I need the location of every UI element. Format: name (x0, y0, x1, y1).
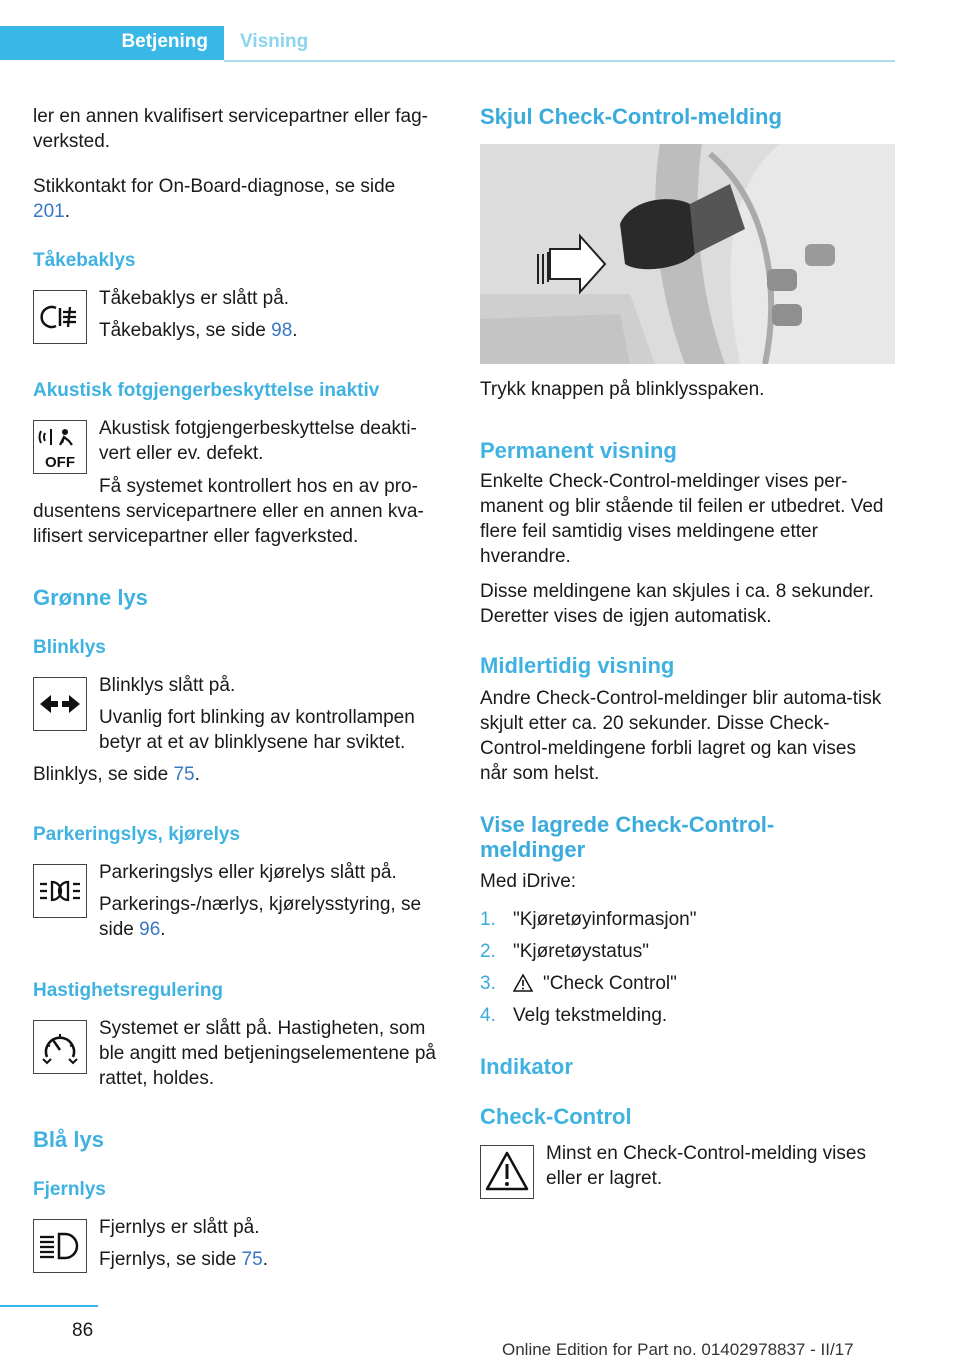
step-text[interactable]: "Kjøretøystatus" (513, 941, 649, 962)
blink-ref-text: Blinklys, se side (33, 764, 174, 785)
pedestrian-warning-off-icon (33, 420, 87, 474)
blink-line1: Blinklys slått på. (99, 675, 236, 696)
step-number: 4. (480, 1005, 496, 1026)
blinker-lever-illustration (480, 144, 895, 364)
header-tab-label: Betjening (121, 31, 208, 52)
blink-line2: Uvanlig fort blinking av kontrollampen betyr at et av blinklysene har sviktet. (99, 707, 415, 753)
cruise-control-icon (33, 1020, 87, 1074)
hide-cc-heading: Skjul Check-Control-melding (480, 104, 782, 129)
page-link-96[interactable]: 96 (139, 919, 161, 940)
fog-heading: Tåkebaklys (33, 250, 136, 271)
parking-light-icon (33, 864, 87, 918)
step-item (480, 939, 649, 964)
punct: . (64, 201, 70, 222)
cruise-heading: Hastighetsregulering (33, 980, 224, 1001)
fog-line1: Tåkebaklys er slått på. (99, 288, 290, 309)
park-line2 (99, 892, 444, 942)
page-link-75b[interactable]: 75 (241, 1249, 263, 1270)
step-item (480, 1003, 668, 1028)
step-item (480, 907, 697, 932)
saved-intro: Med iDrive: (480, 871, 577, 892)
punct: . (262, 1249, 268, 1270)
pedestrian-heading: Akustisk fotgjengerbeskyttelse inaktiv (33, 380, 380, 401)
park-line1: Parkeringslys eller kjørelys slått på. (99, 862, 397, 883)
permanent-heading: Permanent visning (480, 438, 677, 463)
punct: . (160, 919, 166, 940)
header-tab-visning[interactable]: Visning (240, 31, 309, 52)
ped-line2: Få systemet kontrollert hos en av pro‐dusentens servicepartnere eller en annen kva‐lifisert servicepartner eller fagverksted. (33, 476, 424, 547)
warning-triangle-icon (513, 974, 533, 992)
high-line1: Fjernlys er slått på. (99, 1217, 260, 1238)
footer-divider (0, 1305, 98, 1307)
blink-line3 (33, 762, 200, 787)
hide-text: Trykk knappen på blinklysspaken. (480, 379, 765, 400)
punct: . (194, 764, 200, 785)
edition-text: Online Edition for Part no. 01402978837 - II/17 (502, 1340, 854, 1359)
turn-signal-icon (33, 677, 87, 731)
obd-paragraph (33, 174, 413, 224)
step-text[interactable]: "Kjøretøyinformasjon" (513, 909, 697, 930)
page-link-98[interactable]: 98 (271, 320, 293, 341)
perm-paragraph2: Disse meldingene kan skjules i ca. 8 sekunder. Deretter vises de igjen automatisk. (480, 581, 874, 627)
fog-ref-text: Tåkebaklys, se side (99, 320, 272, 341)
green-lights-heading: Grønne lys (33, 585, 148, 610)
ped-line1: Akustisk fotgjengerbeskyttelse deakti‐vert eller ev. defekt. (99, 418, 417, 464)
page-link-201[interactable]: 201 (33, 201, 65, 222)
step-number: 2. (480, 941, 496, 962)
obd-text: Stikkontakt for On-Board-diagnose, se side (33, 176, 396, 197)
park-ref-text: Parkerings-/nærlys, kjørelysstyring, se side (99, 894, 422, 940)
fog-line2 (99, 318, 298, 343)
perm-paragraph1: Enkelte Check-Control-meldinger vises per‐manent og blir stående til feilen er utbedret. Ved flere feil samtidig vises meldingene etter hverandre. (480, 471, 884, 567)
intro-paragraph: ler en annen kvalifisert servicepartner eller fag‐verksted. (33, 106, 428, 152)
speed-line1: Systemet er slått på. Hastigheten, som ble angitt med betjeningselementene på rattet, holdes. (99, 1018, 436, 1089)
highbeam-heading: Fjernlys (33, 1179, 106, 1200)
off-label: OFF (45, 454, 75, 471)
temp-paragraph: Andre Check-Control-meldinger blir automa‐tisk skjult etter ca. 20 sekunder. Disse Check-Control-meldingene forbli lagret og kan vises når som helst. (480, 688, 882, 784)
punct: . (292, 320, 298, 341)
fog-light-icon (33, 290, 87, 344)
check-control-warning-icon (480, 1145, 534, 1199)
high-beam-icon (33, 1219, 87, 1273)
page-number: 86 (72, 1320, 94, 1341)
saved-heading: Vise lagrede Check-Control-meldinger (480, 812, 775, 862)
header-divider (224, 60, 895, 62)
indicator-heading: Indikator (480, 1054, 573, 1079)
step-number: 1. (480, 909, 496, 930)
step-item (480, 971, 677, 996)
blinker-heading: Blinklys (33, 637, 106, 658)
cc-text: Minst en Check-Control-melding vises eller er lagret. (546, 1143, 866, 1189)
header-tab-betjening[interactable] (0, 26, 224, 60)
step-text[interactable]: "Check Control" (543, 973, 677, 994)
temporary-heading: Midlertidig visning (480, 653, 675, 678)
high-line2 (99, 1247, 268, 1272)
step-number: 3. (480, 973, 496, 994)
step-text[interactable]: Velg tekstmelding. (513, 1005, 668, 1026)
blue-lights-heading: Blå lys (33, 1127, 104, 1152)
page-link-75[interactable]: 75 (173, 764, 195, 785)
parking-heading: Parkeringslys, kjørelys (33, 824, 241, 845)
high-ref-text: Fjernlys, se side (99, 1249, 242, 1270)
checkcontrol-heading: Check-Control (480, 1104, 632, 1129)
